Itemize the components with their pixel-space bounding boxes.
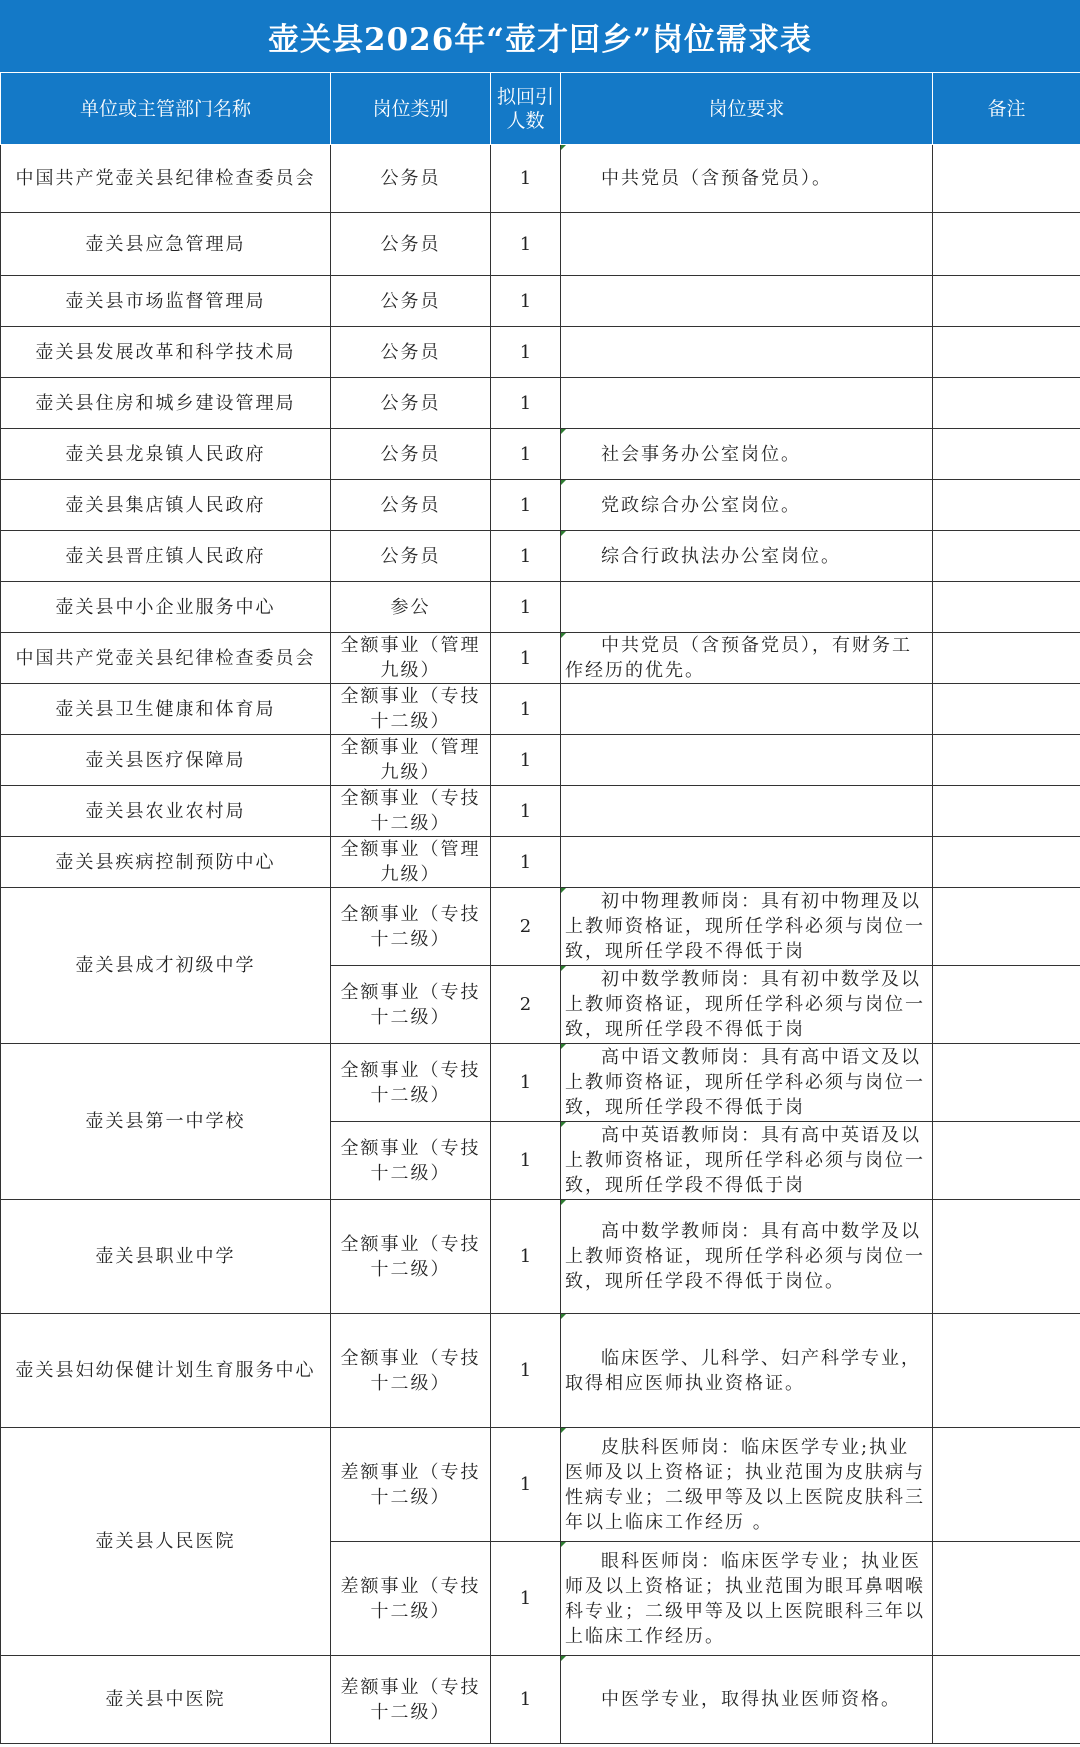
count-cell: 1 — [491, 837, 561, 888]
count-cell: 1 — [491, 1122, 561, 1200]
count-cell: 1 — [491, 327, 561, 378]
remark-cell — [933, 1656, 1080, 1744]
table-row — [1, 1044, 1080, 1122]
header-requirements: 岗位要求 — [561, 73, 933, 145]
requirement-cell — [561, 582, 933, 633]
unit-cell: 壶关县市场监督管理局 — [1, 276, 331, 327]
category-cell: 全额事业（专技十二级） — [331, 1122, 491, 1200]
table-row — [1, 378, 1080, 429]
unit-cell: 壶关县集店镇人民政府 — [1, 480, 331, 531]
remark-cell — [933, 1200, 1080, 1314]
requirement-cell — [561, 327, 933, 378]
remark-cell — [933, 735, 1080, 786]
category-cell: 参公 — [331, 582, 491, 633]
unit-cell: 壶关县龙泉镇人民政府 — [1, 429, 331, 480]
unit-cell: 中国共产党壶关县纪律检查委员会 — [1, 633, 331, 684]
requirement-cell — [561, 966, 933, 1044]
header-remarks: 备注 — [933, 73, 1080, 145]
count-cell: 1 — [491, 276, 561, 327]
table-row — [1, 276, 1080, 327]
unit-cell: 壶关县人民医院 — [1, 1428, 331, 1656]
remark-cell — [933, 531, 1080, 582]
table-row — [1, 327, 1080, 378]
requirement-cell — [561, 1542, 933, 1656]
unit-cell: 壶关县医疗保障局 — [1, 735, 331, 786]
requirement-cell — [561, 1656, 933, 1744]
unit-cell: 壶关县卫生健康和体育局 — [1, 684, 331, 735]
count-cell: 1 — [491, 1542, 561, 1656]
header-row — [1, 73, 1080, 145]
requirement-cell — [561, 276, 933, 327]
header-unit: 单位或主管部门名称 — [1, 73, 331, 145]
category-cell: 公务员 — [331, 327, 491, 378]
remark-cell — [933, 837, 1080, 888]
requirement-text: 初中物理教师岗：具有初中物理及以上教师资格证，现所任学科必须与岗位一致，现所任学段不得低于岗 — [565, 891, 925, 962]
requirement-text: 眼科医师岗：临床医学专业；执业医师及以上资格证；执业范围为眼耳鼻咽喉科专业；二级甲等及以上医院眼科三年以上临床工作经历。 — [565, 1550, 925, 1647]
count-cell: 1 — [491, 378, 561, 429]
count-cell: 1 — [491, 786, 561, 837]
count-cell: 1 — [491, 429, 561, 480]
category-cell: 全额事业（专技十二级） — [331, 786, 491, 837]
remark-cell — [933, 786, 1080, 837]
category-cell: 公务员 — [331, 480, 491, 531]
remark-cell — [933, 684, 1080, 735]
count-cell: 1 — [491, 684, 561, 735]
count-cell: 1 — [491, 735, 561, 786]
unit-cell: 壶关县第一中学校 — [1, 1044, 331, 1200]
remark-cell — [933, 1314, 1080, 1428]
requirement-cell — [561, 888, 933, 966]
count-cell: 1 — [491, 1428, 561, 1542]
count-cell: 2 — [491, 888, 561, 966]
requirement-cell — [561, 684, 933, 735]
unit-cell: 壶关县职业中学 — [1, 1200, 331, 1314]
remark-cell — [933, 145, 1080, 213]
requirement-text: 高中语文教师岗：具有高中语文及以上教师资格证，现所任学科必须与岗位一致，现所任学段不得低于岗 — [565, 1047, 925, 1118]
requirement-cell — [561, 378, 933, 429]
category-cell: 公务员 — [331, 145, 491, 213]
remark-cell — [933, 480, 1080, 531]
unit-cell: 壶关县妇幼保健计划生育服务中心 — [1, 1314, 331, 1428]
remark-cell — [933, 633, 1080, 684]
remark-cell — [933, 888, 1080, 966]
remark-cell — [933, 327, 1080, 378]
count-cell: 1 — [491, 1200, 561, 1314]
table-row — [1, 480, 1080, 531]
category-cell: 差额事业（专技十二级） — [331, 1656, 491, 1744]
requirement-text: 高中数学教师岗：具有高中数学及以上教师资格证，现所任学科必须与岗位一致，现所任学段不得低于岗位。 — [565, 1221, 925, 1292]
table-row — [1, 145, 1080, 213]
remark-cell — [933, 582, 1080, 633]
count-cell: 1 — [491, 633, 561, 684]
table-row — [1, 684, 1080, 735]
category-cell: 全额事业（专技十二级） — [331, 1314, 491, 1428]
unit-cell: 壶关县疾病控制预防中心 — [1, 837, 331, 888]
table-row — [1, 1314, 1080, 1428]
requirement-text: 初中数学教师岗：具有初中数学及以上教师资格证，现所任学科必须与岗位一致，现所任学段不得低于岗 — [565, 969, 925, 1040]
unit-cell: 壶关县成才初级中学 — [1, 888, 331, 1044]
count-cell: 1 — [491, 1314, 561, 1428]
category-cell: 全额事业（专技十二级） — [331, 1200, 491, 1314]
requirement-cell — [561, 213, 933, 276]
unit-cell: 壶关县中小企业服务中心 — [1, 582, 331, 633]
remark-cell — [933, 1122, 1080, 1200]
category-cell: 公务员 — [331, 213, 491, 276]
category-cell: 公务员 — [331, 378, 491, 429]
unit-cell: 中国共产党壶关县纪律检查委员会 — [1, 145, 331, 213]
requirement-cell — [561, 145, 933, 213]
requirement-cell — [561, 1428, 933, 1542]
category-cell: 公务员 — [331, 531, 491, 582]
requirement-text: 高中英语教师岗：具有高中英语及以上教师资格证，现所任学科必须与岗位一致，现所任学段不得低于岗 — [565, 1125, 925, 1196]
remark-cell — [933, 429, 1080, 480]
unit-cell: 壶关县住房和城乡建设管理局 — [1, 378, 331, 429]
table-row — [1, 837, 1080, 888]
unit-cell: 壶关县农业农村局 — [1, 786, 331, 837]
count-cell: 1 — [491, 145, 561, 213]
remark-cell — [933, 1428, 1080, 1542]
requirement-cell — [561, 429, 933, 480]
category-cell: 公务员 — [331, 276, 491, 327]
requirement-cell — [561, 633, 933, 684]
table-row — [1, 1200, 1080, 1314]
requirement-text: 综合行政执法办公室岗位。 — [601, 545, 841, 567]
table-row — [1, 735, 1080, 786]
category-cell: 全额事业（专技十二级） — [331, 888, 491, 966]
requirement-cell — [561, 1200, 933, 1314]
category-cell: 全额事业（专技十二级） — [331, 966, 491, 1044]
unit-cell: 壶关县中医院 — [1, 1656, 331, 1744]
table-row — [1, 429, 1080, 480]
remark-cell — [933, 1044, 1080, 1122]
table-row — [1, 786, 1080, 837]
count-cell: 1 — [491, 213, 561, 276]
category-cell: 全额事业（管理九级） — [331, 633, 491, 684]
header-category: 岗位类别 — [331, 73, 491, 145]
requirement-text: 中共党员（含预备党员），有财务工作经历的优先。 — [565, 635, 912, 681]
requirement-text: 社会事务办公室岗位。 — [601, 443, 801, 465]
requirement-cell — [561, 786, 933, 837]
table-row — [1, 213, 1080, 276]
unit-cell: 壶关县应急管理局 — [1, 213, 331, 276]
table-row — [1, 1428, 1080, 1542]
remark-cell — [933, 1542, 1080, 1656]
table-row — [1, 888, 1080, 966]
count-cell: 1 — [491, 531, 561, 582]
remark-cell — [933, 276, 1080, 327]
category-cell: 差额事业（专技十二级） — [331, 1542, 491, 1656]
requirement-text: 中医学专业，取得执业医师资格。 — [601, 1689, 901, 1710]
category-cell: 全额事业（管理九级） — [331, 837, 491, 888]
requirement-text: 皮肤科医师岗：临床医学专业;执业医师及以上资格证；执业范围为皮肤病与性病专业；二级甲等及以上医院皮肤科三年以上临床工作经历 。 — [565, 1436, 925, 1533]
requirement-cell — [561, 735, 933, 786]
requirement-cell — [561, 1314, 933, 1428]
header-count: 拟回引人数 — [491, 73, 561, 145]
remark-cell — [933, 966, 1080, 1044]
category-cell: 差额事业（专技十二级） — [331, 1428, 491, 1542]
count-cell: 1 — [491, 480, 561, 531]
table-row — [1, 633, 1080, 684]
count-cell: 1 — [491, 1656, 561, 1744]
category-cell: 全额事业（专技十二级） — [331, 1044, 491, 1122]
category-cell: 全额事业（专技十二级） — [331, 684, 491, 735]
remark-cell — [933, 213, 1080, 276]
requirement-cell — [561, 837, 933, 888]
job-demand-table — [0, 72, 1080, 1744]
requirement-text: 党政综合办公室岗位。 — [601, 494, 801, 516]
page-title: 壶关县2026年“壶才回乡”岗位需求表 — [0, 0, 1080, 72]
requirement-cell — [561, 1044, 933, 1122]
remark-cell — [933, 378, 1080, 429]
requirement-cell — [561, 480, 933, 531]
table-row — [1, 582, 1080, 633]
requirement-cell — [561, 1122, 933, 1200]
category-cell: 公务员 — [331, 429, 491, 480]
unit-cell: 壶关县发展改革和科学技术局 — [1, 327, 331, 378]
table-row — [1, 531, 1080, 582]
count-cell: 2 — [491, 966, 561, 1044]
count-cell: 1 — [491, 582, 561, 633]
count-cell: 1 — [491, 1044, 561, 1122]
requirement-cell — [561, 531, 933, 582]
category-cell: 全额事业（管理九级） — [331, 735, 491, 786]
requirement-text: 中共党员（含预备党员）。 — [601, 168, 832, 189]
unit-cell: 壶关县晋庄镇人民政府 — [1, 531, 331, 582]
requirement-text: 临床医学、儿科学、妇产科学专业，取得相应医师执业资格证。 — [565, 1347, 921, 1394]
table-row — [1, 1656, 1080, 1744]
